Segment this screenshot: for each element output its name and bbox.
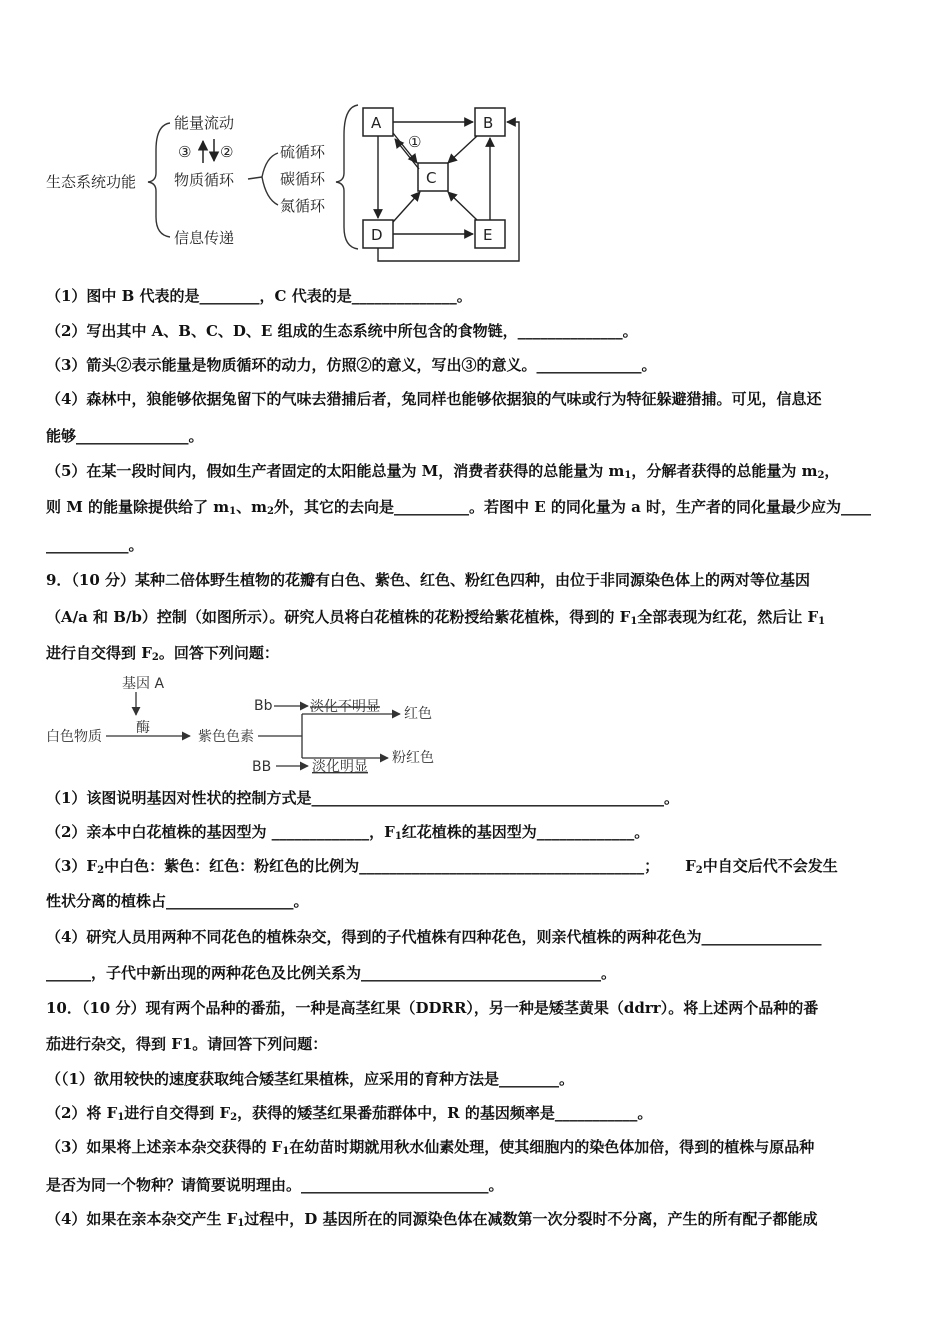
q8-text-5a-1: （5）在某一段时间内，假如生产者固定的太阳能总量为 M，消费者获得的总能量为 m	[46, 462, 625, 480]
q10-line-4	[46, 1103, 652, 1128]
q9-text-6-1: （3）F	[46, 857, 98, 875]
q9-text-9: ______，子代中新出现的两种花色及比例关系为________________________________。	[46, 964, 617, 982]
q9-text-5-1: （2）亲本中白花植株的基因型为 _____________，F	[46, 823, 395, 841]
q10-text-4-3: ，获得的矮茎红果番茄群体中，R 的基因频率是___________。	[237, 1104, 653, 1122]
left-brace	[148, 123, 170, 237]
q8-text-2: （2）写出其中 A、B、C、D、E 组成的生态系统中所包含的食物链，______________。	[46, 322, 638, 340]
q9-text-1: 9．（10 分）某种二倍体野生植物的花瓣有白色、紫色、红色、粉红色四种，由位于非同源染色体上的两对等位基因	[46, 571, 811, 589]
sub-4: 2	[267, 506, 274, 517]
q8-text-5b-3: 外，其它的去向是__________。若图中 E 的同化量为 a 时，生产者的同化量最少应为____	[273, 498, 872, 516]
q9-line-2	[46, 607, 825, 632]
label-ecosystem-function: 生态系统功能	[46, 173, 137, 191]
q10-text-6: 是否为同一个物种？请简要说明理由。_________________________。	[46, 1176, 504, 1194]
ecosystem-diagram	[40, 95, 530, 270]
q9-line-1	[46, 570, 810, 590]
q8-text-4a: （4）森林中，狼能够依据兔留下的气味去猎捕后者，兔同样也能够依据狼的气味或行为特征躲避猎捕。可见，信息还	[46, 390, 822, 408]
q10-line-2	[46, 1034, 327, 1054]
sub-3: 1	[229, 506, 237, 517]
pigment-pathway-diagram	[40, 670, 460, 785]
label-gene-a: 基因 A	[122, 676, 165, 692]
q10-line-7	[46, 1209, 818, 1234]
node-c-label: C	[426, 169, 437, 187]
q9-line-6	[46, 856, 838, 881]
right-brace	[336, 105, 358, 249]
label-nitrogen-cycle: 氮循环	[280, 197, 326, 215]
q10-text-2: 茄进行杂交，得到 F1。请回答下列问题：	[46, 1035, 328, 1053]
q8-line-1	[46, 286, 472, 306]
label-energy-flow: 能量流动	[174, 114, 235, 132]
q10-text-5-2: 在幼苗时期就用秋水仙素处理，使其细胞内的染色体加倍，得到的植株与原品种	[289, 1138, 815, 1156]
label-info-transfer: 信息传递	[174, 229, 235, 247]
q10-text-7-2: 过程中，D 基因所在的同源染色体在减数第一次分裂时不分离，产生的所有配子都能成	[244, 1210, 818, 1228]
q9-text-6-3: F	[685, 857, 696, 875]
q9-text-5-2: 红花植株的基因型为_____________。	[401, 823, 650, 841]
sub-7: 2	[151, 652, 159, 663]
q9-line-8	[46, 927, 821, 947]
brace-stem	[248, 177, 262, 179]
q9-text-3-1: 进行自交得到 F	[46, 644, 152, 662]
q8-text-5b-1: 则 M 的能量除提供给了 m	[46, 498, 230, 516]
q9-line-7	[46, 891, 309, 911]
label-bb-hetero: Bb	[254, 698, 273, 714]
sub-12: 2	[230, 1112, 238, 1123]
q10-line-3	[46, 1069, 574, 1089]
sub-8: 1	[394, 831, 402, 842]
q8-line-4a	[46, 389, 821, 409]
sub-13: 1	[282, 1146, 290, 1157]
q9-text-3-2: 。回答下列问题：	[158, 644, 279, 662]
sub-2: 2	[817, 470, 825, 481]
q10-text-7-1: （4）如果在亲本杂交产生 F	[46, 1210, 238, 1228]
q10-text-4-1: （2）将 F	[46, 1104, 118, 1122]
label-matter-cycle: 物质循环	[174, 171, 235, 189]
middle-brace	[262, 153, 278, 205]
sub-1: 1	[624, 470, 632, 481]
q10-text-4-2: 进行自交得到 F	[124, 1104, 231, 1122]
q9-text-6-4: 中自交后代不会发生	[702, 857, 838, 875]
q10-text-1: 10．（10 分）现有两个品种的番茄，一种是高茎红果（DDRR），另一种是矮茎黄果（ddrr）。将上述两个品种的番	[46, 999, 819, 1017]
q9-text-6-2: 中白色：紫色：红色：粉红色的比例为______________________________________；	[104, 857, 660, 875]
q10-line-1	[46, 998, 818, 1018]
sub-10: 2	[695, 865, 703, 876]
q8-line-5a	[46, 461, 839, 486]
label-strong-dilution: 淡化明显	[312, 759, 368, 775]
q9-text-2-1: （A/a 和 B/b）控制（如图所示）。研究人员将白花植株的花粉授给紫花植株，得到的 F	[46, 608, 631, 626]
label-white-substance: 白色物质	[46, 729, 102, 745]
node-e-label: E	[483, 226, 493, 244]
label-bb-homo: BB	[252, 759, 272, 775]
sub-6: 1	[818, 616, 826, 627]
sub-14: 1	[237, 1218, 245, 1229]
arrow-d-c	[393, 192, 420, 222]
q8-text-3: （3）箭头②表示能量是物质循环的动力，仿照②的意义，写出③的意义。______________。	[46, 356, 657, 374]
q9-line-3	[46, 643, 279, 668]
node-d-label: D	[371, 226, 383, 244]
arrow-b-c	[448, 136, 477, 163]
q8-line-5c	[46, 535, 144, 555]
label-weak-dilution: 淡化不明显	[310, 699, 380, 715]
q9-text-7: 性状分离的植株占_________________。	[46, 892, 309, 910]
q8-text-1: （1）图中 B 代表的是________，C 代表的是______________。	[46, 287, 472, 305]
q8-text-4b: 能够_______________。	[46, 427, 204, 445]
label-purple-pigment: 紫色色素	[198, 729, 254, 745]
node-a-label: A	[371, 114, 382, 132]
q8-text-5a-3: ，	[824, 462, 840, 480]
label-carbon-cycle: 碳循环	[280, 170, 326, 188]
q9-line-9	[46, 963, 616, 983]
q8-text-5c: ___________。	[46, 536, 144, 554]
q8-text-5b-2: 、m	[236, 498, 267, 516]
label-arrow-1: ①	[408, 133, 422, 151]
label-arrow-2: ②	[220, 143, 234, 161]
label-arrow-3: ③	[178, 143, 192, 161]
label-sulfur-cycle: 硫循环	[280, 143, 326, 161]
q10-text-5-1: （3）如果将上述亲本杂交获得的 F	[46, 1138, 283, 1156]
sub-11: 1	[117, 1112, 125, 1123]
q9-text-8: （4）研究人员用两种不同花色的植株杂交，得到的子代植株有四种花色，则亲代植株的两种花色为________________	[46, 928, 822, 946]
q9-text-4: （1）该图说明基因对性状的控制方式是_______________________________________________。	[46, 789, 679, 807]
q10-text-3: （（1）欲用较快的速度获取纯合矮茎红果植株，应采用的育种方法是________。	[46, 1070, 574, 1088]
node-b-label: B	[483, 114, 494, 132]
sub-9: 2	[97, 865, 105, 876]
label-enzyme: 酶	[136, 720, 150, 736]
q8-line-4b	[46, 426, 204, 446]
arrow-e-c	[448, 192, 477, 220]
q9-line-5	[46, 822, 649, 847]
q8-line-5b	[46, 497, 871, 522]
label-red: 红色	[404, 706, 432, 722]
q10-line-6	[46, 1175, 504, 1195]
label-pink: 粉红色	[392, 750, 434, 766]
q8-text-5a-2: ，分解者获得的总能量为 m	[631, 462, 818, 480]
q9-text-2-2: 全部表现为红花，然后让 F	[637, 608, 819, 626]
q8-line-2	[46, 321, 638, 341]
q9-line-4	[46, 788, 679, 808]
q8-line-3	[46, 355, 656, 375]
sub-5: 1	[630, 616, 638, 627]
q10-line-5	[46, 1137, 814, 1162]
